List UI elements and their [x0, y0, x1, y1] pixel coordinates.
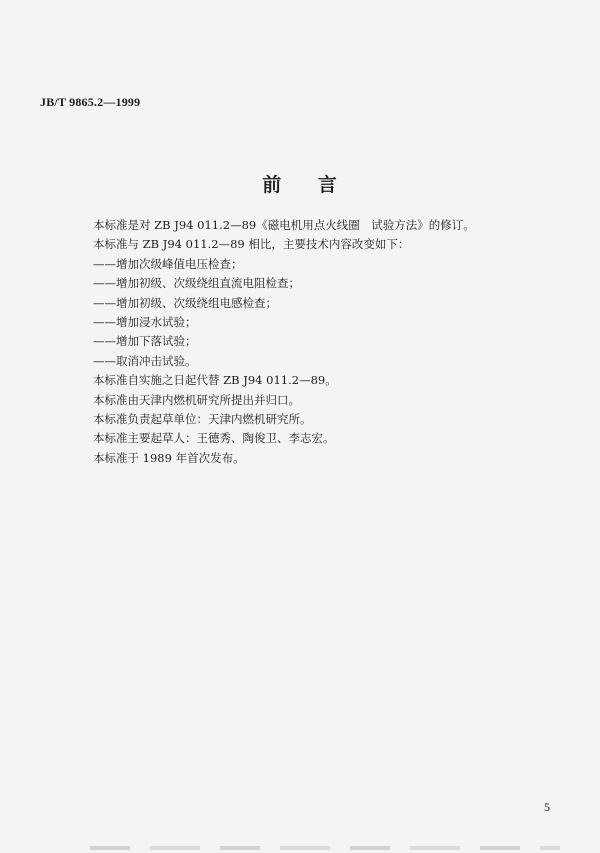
paragraph: 本标准负责起草单位：天津内燃机研究所。: [93, 412, 312, 427]
list-item: ——增加次级峰值电压检查；: [93, 256, 243, 271]
standard-code: JB/T 9865.2—1999: [40, 95, 141, 109]
paragraph: 本标准是对 ZB J94 011.2—89《磁电机用点火线圈 试验方法》的修订。: [93, 218, 475, 232]
list-item: ——增加下落试验；: [93, 334, 197, 349]
list-item: ——增加初级、次级绕组直流电阻检查；: [93, 276, 300, 291]
list-item: ——增加初级、次级绕组电感检查；: [93, 295, 277, 310]
list-item: ——增加浸水试验；: [93, 315, 197, 330]
page-number: 5: [544, 800, 550, 814]
paragraph: 本标准主要起草人：王德秀、陶俊卫、李志宏。: [93, 431, 335, 446]
page-title: 前 言: [262, 174, 338, 196]
paragraph: 本标准与 ZB J94 011.2—89 相比，主要技术内容改变如下：: [93, 237, 410, 252]
paragraph: 本标准由天津内燃机研究所提出并归口。: [93, 392, 300, 407]
paragraph: 本标准于 1989 年首次发布。: [93, 450, 245, 465]
scan-artifact: [90, 846, 560, 850]
foreword-body: [93, 216, 553, 468]
paragraph: 本标准自实施之日起代替 ZB J94 011.2—89。: [93, 373, 337, 388]
list-item: ——取消冲击试验。: [93, 353, 197, 368]
